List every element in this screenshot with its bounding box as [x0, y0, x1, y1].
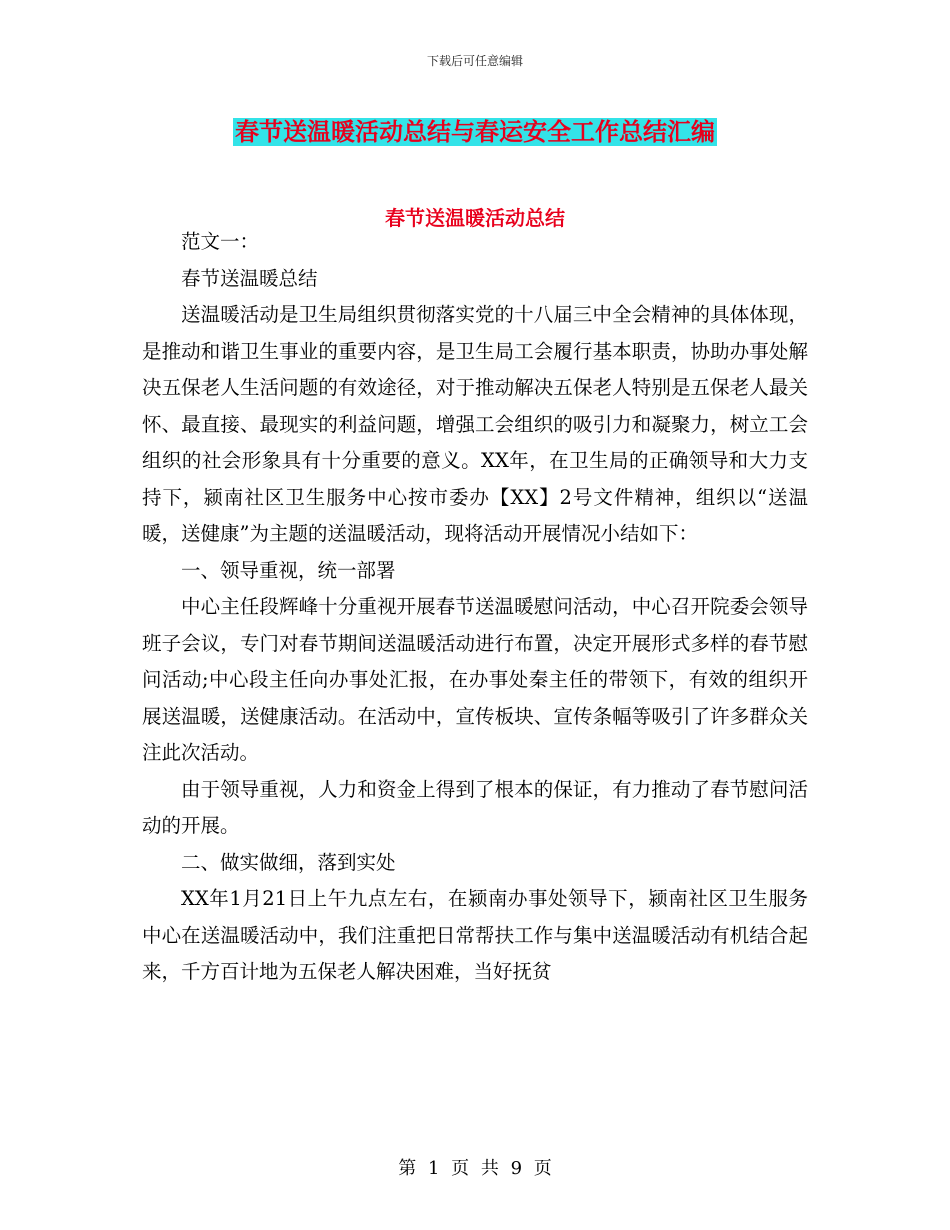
- header-note: 下载后可任意编辑: [426, 54, 523, 68]
- paragraph: 范文一：: [181, 230, 260, 253]
- paragraph: 送温暖活动是卫生局组织贯彻落实党的十八届三中全会精神的具体体现，是推动和谐卫生事业的重要内容，是卫生局工会履行基本职责，协助办事处解决五保老人生活问题的有效途径，对于推动解决五保老人特别是五保老人最关怀、最直接、最现实的利益问题，增强工会组织的吸引力和凝聚力，树立工会组织的社会形象具有十分重要的意义。XX年，在卫生局的正确领导和大力支持下，颍南社区卫生服务中心按市委办【XX】2号文件精神，组织以“送温暖，送健康”为主题的送温暖活动，现将活动开展情况小结如下：: [142, 303, 808, 545]
- paragraph: 由于领导重视，人力和资金上得到了根本的保证，有力推动了春节慰问活动的开展。: [142, 777, 808, 837]
- main-title-text: 春节送温暖活动总结与春运安全工作总结汇编: [235, 118, 715, 146]
- body-text: [142, 224, 808, 991]
- sub-title: 春节送温暖活动总结: [385, 206, 565, 230]
- paragraph: XX年1月21日上午九点左右，在颍南办事处领导下，颍南社区卫生服务中心在送温暖活动中，我们注重把日常帮扶工作与集中送温暖活动有机结合起来，千方百计地为五保老人解决困难，当好抚贫: [142, 887, 808, 983]
- page-footer: 第 1 页 共 9 页: [398, 1158, 552, 1179]
- paragraph: 中心主任段辉峰十分重视开展春节送温暖慰问活动，中心召开院委会领导班子会议，专门对春节期间送温暖活动进行布置，决定开展形式多样的春节慰问活动;中心段主任向办事处汇报，在办事处秦主任的带领下，有效的组织开展送温暖，送健康活动。在活动中，宣传板块、宣传条幅等吸引了许多群众关注此次活动。: [142, 595, 808, 764]
- paragraph: 二、做实做细，落到实处: [181, 850, 396, 874]
- main-title: [0, 110, 950, 149]
- paragraph: 一、领导重视，统一部署: [181, 558, 396, 582]
- paragraph: 春节送温暖总结: [181, 266, 318, 290]
